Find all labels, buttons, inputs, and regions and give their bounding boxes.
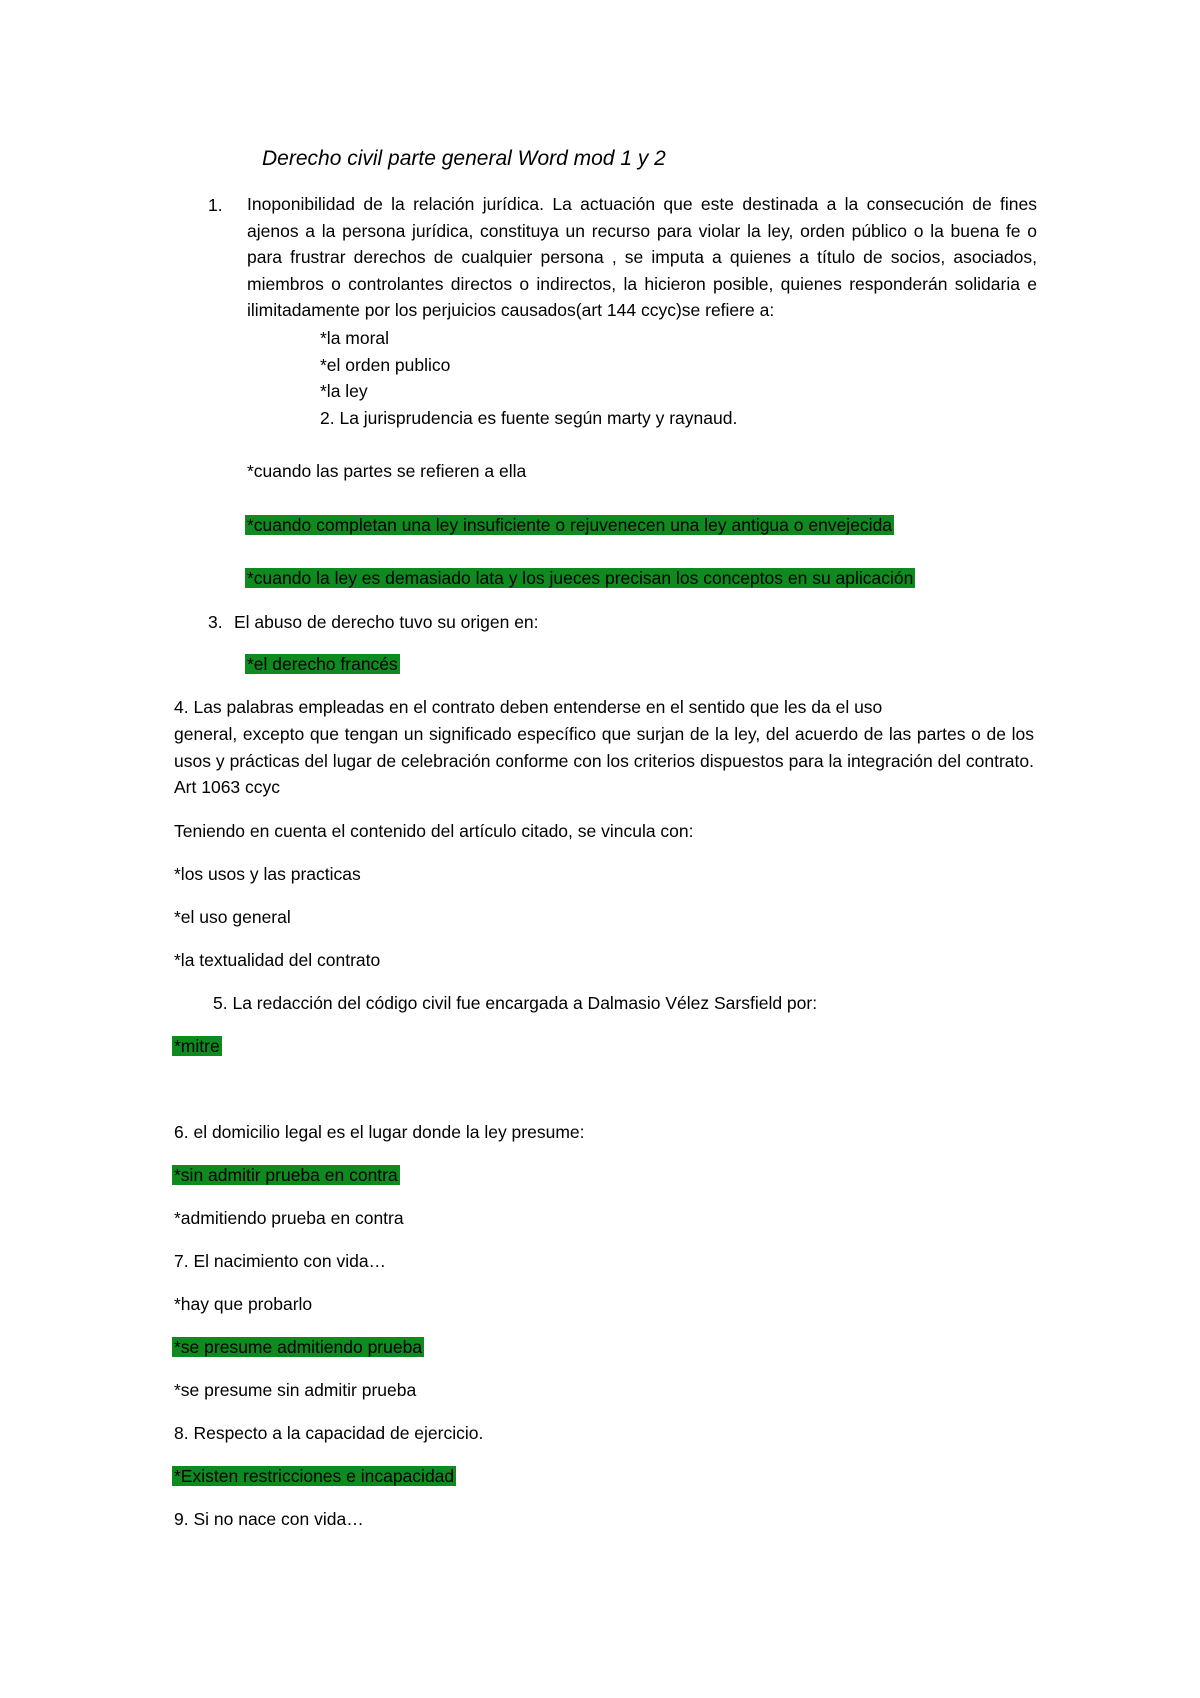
q8-text: 8. Respecto a la capacidad de ejercicio. — [174, 1423, 484, 1443]
q7-text: 7. El nacimiento con vida… — [174, 1251, 387, 1271]
q6-option: *admitiendo prueba en contra — [174, 1208, 404, 1228]
q1-option: *la ley — [320, 381, 368, 401]
q6-text: 6. el domicilio legal es el lugar donde la ley presume: — [174, 1122, 585, 1142]
q2-option: *cuando las partes se refieren a ella — [247, 461, 527, 481]
q8-option-correct: *Existen restricciones e incapacidad — [174, 1466, 455, 1486]
q4-text: general, excepto que tengan un significado específico que surjan de la ley, del acuerdo de las partes o de los usos y prácticas del lugar de celebración conforme con los criterios dispuestos para la integración del contrato. Art 1063 ccyc — [174, 724, 1034, 797]
q5-text: 5. La redacción del código civil fue encargada a Dalmasio Vélez Sarsfield por: — [213, 993, 818, 1013]
q2-option-correct: *cuando la ley es demasiado lata y los jueces precisan los conceptos en su aplicación — [247, 568, 914, 588]
q4-option: *la textualidad del contrato — [174, 950, 381, 970]
q1-option: *la moral — [320, 328, 390, 348]
q3-number: 3. — [208, 612, 223, 632]
q2-option-correct: *cuando completan una ley insuficiente o rejuvenecen una ley antigua o envejecida — [247, 515, 893, 535]
q9-text: 9. Si no nace con vida… — [174, 1509, 364, 1529]
q4-first-line: 4. Las palabras empleadas en el contrato deben entenderse en el sentido que les da el uso — [174, 697, 883, 717]
q7-option: *se presume sin admitir prueba — [174, 1380, 417, 1400]
q4-option: *el uso general — [174, 907, 291, 927]
q2-text: 2. La jurisprudencia es fuente según marty y raynaud. — [320, 408, 738, 428]
q1-option: *el orden publico — [320, 355, 451, 375]
q1-number: 1. — [208, 195, 223, 215]
q5-option-correct: *mitre — [174, 1036, 220, 1056]
q7-option-correct: *se presume admitiendo prueba — [174, 1337, 423, 1357]
q1-text: Inoponibilidad de la relación jurídica. La actuación que este destinada a la consecución de fines ajenos a la persona jurídica, constituya un recurso para violar la ley, orden público o la buena fe o para frustrar derechos de cualquier persona , se imputa a quienes a título de socios, asociados, miembros o controlantes directos o indirectos, la hicieron posible, quienes responderán solidaria e ilimitadamente por los perjuicios causados(art 144 ccyc)se refiere a: — [247, 194, 1037, 320]
q3-text: El abuso de derecho tuvo su origen en: — [234, 612, 539, 632]
q3-option-correct: *el derecho francés — [247, 654, 398, 674]
document-title: Derecho civil parte general Word mod 1 y 2 — [262, 147, 666, 170]
q6-option-correct: *sin admitir prueba en contra — [174, 1165, 398, 1185]
q7-option: *hay que probarlo — [174, 1294, 313, 1314]
q4-prompt: Teniendo en cuenta el contenido del artículo citado, se vincula con: — [174, 821, 694, 841]
q4-option: *los usos y las practicas — [174, 864, 361, 884]
